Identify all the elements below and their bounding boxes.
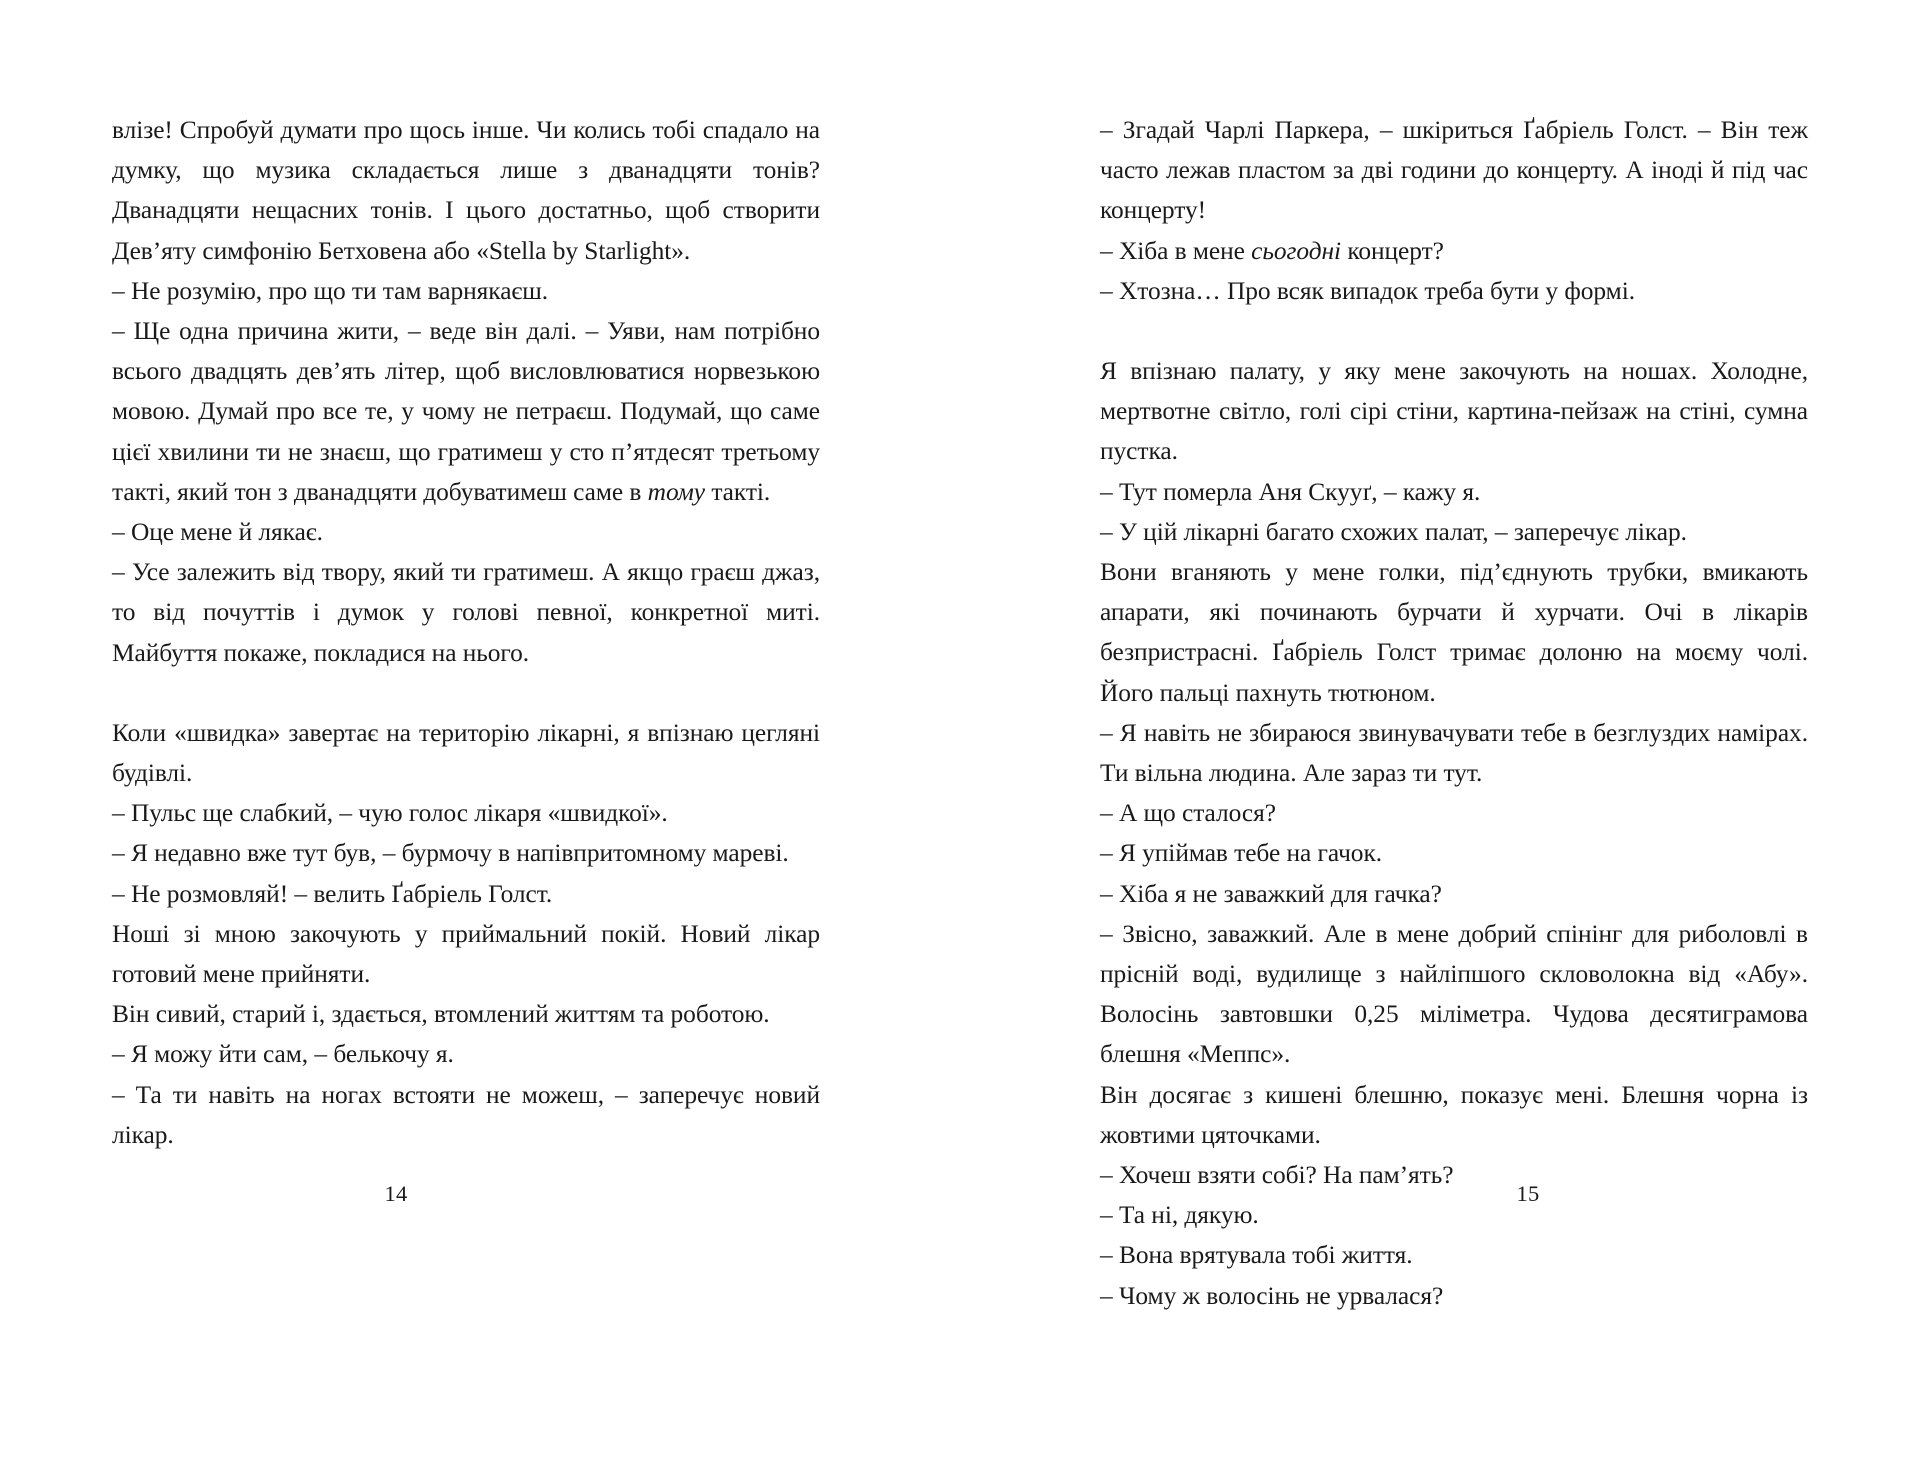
paragraph: Він сивий, старий і, здається, втомлений життям та роботою.: [112, 1000, 770, 1029]
paragraph: – Не розумію, про що ти там варнякаєш.: [112, 276, 549, 305]
page-number-left: 14: [384, 1180, 408, 1206]
paragraph: – Я навіть не збираюся звинувачувати тебе в безглуздих намірах. Ти вільна людина. Але зараз ти тут.: [1100, 718, 1808, 788]
paragraph: – Тут померла Аня Скууґ, – кажу я.: [1100, 477, 1481, 506]
paragraph: – Хіба я не заважкий для гачка?: [1100, 879, 1442, 908]
paragraph: – А що сталося?: [1100, 799, 1276, 828]
paragraph: – Не розмовляй! – велить Ґабріель Голст.: [112, 879, 553, 908]
paragraph: – Та ти навіть на ногах встояти не можеш, – заперечує новий лікар.: [112, 1080, 820, 1149]
paragraph: Коли «швидка» завертає на територію лікарні, я впізнаю цегляні будівлі.: [112, 718, 820, 788]
paragraph: – Та ні, дякую.: [1100, 1201, 1259, 1230]
emphasis-text: сьогодні: [1251, 236, 1342, 265]
paragraph: – Вона врятувала тобі життя.: [1100, 1241, 1413, 1270]
paragraph: – Оце мене й лякає.: [112, 518, 323, 547]
body-text-left: [112, 110, 820, 1155]
paragraph: – Ще одна причина жити, – веде він далі. – Уяви, нам потрібно всього двадцять дев’ять літер, щоб висловлюватися норвезькою мовою. Думай про все те, у чому не петраєш. Подумай, що саме цієї хвилини ти не знаєш, що гратимеш у сто п’ятдесят третьому такті, який тон з дванадцяти добуватимеш саме в тому такті.: [112, 317, 820, 506]
paragraph: – Хтозна… Про всяк випадок треба бути у формі.: [1100, 276, 1635, 305]
paragraph: влізе! Спробуй думати про щось інше. Чи колись тобі спадало на думку, що музика складається лише з дванадцяти тонів? Дванадцяти нещасних тонів. І цього достатньо, щоб створити Дев’яту симфонію Бетховена або «Stella by Starlight».: [112, 116, 820, 265]
page-number-right: 15: [1516, 1180, 1540, 1206]
paragraph: – У цій лікарні багато схожих палат, – заперечує лікар.: [1100, 517, 1687, 546]
paragraph: – Я упіймав тебе на гачок.: [1100, 839, 1383, 868]
paragraph: – Я можу йти сам, – белькочу я.: [112, 1040, 454, 1069]
paragraph: Вони вганяють у мене голки, під’єднують трубки, вмикають апарати, які починають бурчати й хурчати. Очі в лікарів безпристрасні. Ґабріель Голст тримає долоню на моєму чолі. Його пальці пахнуть тютюном.: [1100, 558, 1808, 707]
paragraph: – Пульс ще слабкий, – чую голос лікаря «швидкої».: [112, 799, 668, 828]
paragraph: – Чому ж волосінь не урвалася?: [1100, 1281, 1444, 1310]
body-text-right: [1100, 110, 1808, 1316]
page-right: [960, 0, 1920, 1477]
emphasis-text: тому: [647, 477, 706, 506]
paragraph: – Хіба в мене сьогодні концерт?: [1100, 236, 1444, 265]
paragraph: – Усе залежить від твору, який ти гратимеш. А якщо граєш джаз, то від почуттів і думок у голові певної, конкретної миті. Майбуття покаже, покладися на нього.: [112, 558, 820, 667]
paragraph: Я впізнаю палату, у яку мене закочують на ношах. Холодне, мертвотне світло, голі сірі стіни, картина-пейзаж на стіні, сумна пустка.: [1100, 357, 1808, 466]
paragraph: – Звісно, заважкий. Але в мене добрий спінінг для риболовлі в прісній воді, вудилище з найліпшого скловолокна від «Абу». Волосінь завтовшки 0,25 міліметра. Чудова десятиграмова блешня «Меппс».: [1100, 919, 1808, 1069]
paragraph: Він досягає з кишені блешню, показує мені. Блешня чорна із жовтими цяточками.: [1100, 1080, 1808, 1149]
paragraph: – Хочеш взяти собі? На пам’ять?: [1100, 1161, 1454, 1190]
paragraph: Ноші зі мною закочують у приймальний покій. Новий лікар готовий мене прийняти.: [112, 919, 820, 989]
paragraph: – Я недавно вже тут був, – бурмочу в напівпритомному мареві.: [112, 839, 789, 868]
paragraph: – Згадай Чарлі Паркера, – шкіриться Ґабріель Голст. – Він теж часто лежав пластом за дві години до концерту. А іноді й під час концерту!: [1100, 116, 1808, 225]
